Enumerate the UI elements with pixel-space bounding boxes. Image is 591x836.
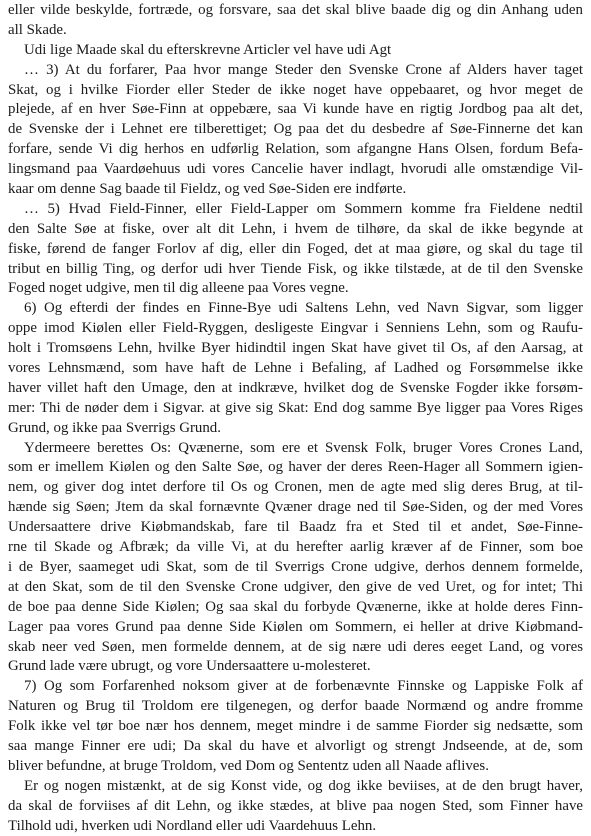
text-line: … 5) Hvad Field-Finner, eller Field-Lapper om Sommern komme fra Fieldene nedtil [24, 200, 583, 217]
text-line: da skal de forviises af dit Lehn, og ikke stædes, at blive paa nogen Sted, som Finner have [8, 797, 583, 814]
text-line: Grund, og ikke paa Sverrigs Grund. [8, 419, 221, 436]
text-line: fiske, førend de fanger Forlov af dig, eller din Foged, det at maa giøre, og skal du tage til [8, 240, 583, 257]
text-line: oppe imod Kiølen eller Field-Ryggen, desligeste Eingvar i Senniens Lehn, som og Raufu- [8, 320, 583, 337]
text-line: skab neer ved Søen, men formelde dennem, at de sig nære udi deres eeget Land, og vores [8, 638, 583, 655]
text-line: Tilhold udi, hverken udi Nordland eller udi Vaardehuus Lehn. [8, 817, 377, 834]
text-line: forfare, sende Vi dig herhos en udførlig Relation, som afgangne Hans Olsen, fordum Befa- [8, 141, 583, 158]
text-line: Folk ikke vel tør boe nær hos dennem, meget mindre i de samme Fiorder sig nedsætte, som [8, 718, 583, 735]
text-line: Undersaattere drive Kiøbmandskab, fare til Baadz fra et Sted til et andet, Søe-Finne- [8, 519, 583, 536]
text-line: kaar om denne Sag baade til Fieldz, og ved Søe-Siden ere indførte. [8, 181, 407, 198]
text-line: vores Lehnsmænd, som have haft de Lehne i Befaling, af Ladhed og Forsømmelse ikke [8, 360, 583, 377]
text-line: tribut en billig Ting, og derfor udi hver Tiende Fisk, og ikke tilstæde, at de til den Svenske [8, 260, 583, 277]
text-line: bliver befundne, at bruge Troldom, ved Dom og Sententz uden all Naade aflives. [8, 757, 489, 774]
document-page [8, 1, 583, 836]
text-line: den Salte Søe at fiske, over alt dit Lehn, i hvem de tilhøre, da skal de ikke begynde at [8, 220, 583, 237]
text-line: som er imellem Kiølen og den Salte Søe, og haver der deres Reen-Hager all Sommern igien- [8, 459, 583, 476]
text-line: 7) Og som Forfarenhed noksom giver at de forbenævnte Finnske og Lappiske Folk af [24, 678, 583, 695]
text-line: Ydermeere berettes Os: Qvænerne, som ere et Svensk Folk, bruger Vores Crones Land, [24, 439, 583, 456]
text-line: holt i Tromsøens Lehn, hvilke Byer hidindtil ingen Skat have givet til Os, af den Aarsag, at [8, 340, 583, 357]
text-line: saa mange Finner ere udi; Da skal du have et alvorligt og strengt Jndseende, at de, som [8, 737, 583, 754]
text-line: i de Byer, saameget udi Skat, som de til Sverrigs Crone udgive, derhos dennem formelde, [8, 558, 583, 575]
text-line: mer: Thi de nøder dem i Sigvar. at give sig Skat: End dog samme Bye ligger paa Vores Riges [8, 399, 583, 416]
text-line: Skat, og i hvilke Fiorder eller Steder de ikke noget have oppebaaret, og hvor meget de [8, 81, 583, 98]
text-line: hænde sig Søen; Jtem da skal fornævnte Qvæner drage ned til Søe-Siden, og der med Vores [8, 499, 583, 516]
text-line: haver villet haft den Umage, den at indkræve, hvilket dog de Svenske Fogder ikke forsøm- [8, 379, 583, 396]
text-line: de boe paa denne Side Kiølen; Og saa skal du forbyde Qvænerne, ikke at holde deres Finn- [8, 598, 583, 615]
text-line: Udi lige Maade skal du efterskrevne Articler vel have udi Agt [24, 41, 392, 58]
text-line: Er og nogen mistænkt, at de sig Konst vide, og dog ikke beviises, at de den brugt haver, [24, 777, 583, 794]
text-line: plejede, af en hver Søe-Finn at oppebære, saa Vi kunde have en rigtig Jordbog paa alt det, [8, 101, 583, 118]
text-line: Lager paa vores Grund paa denne Side Kiølen om Sommern, ei heller at drive Kiøbmand- [8, 618, 583, 635]
text-line: 6) Og efterdi der findes en Finne-Bye udi Saltens Lehn, ved Navn Sigvar, som ligger [24, 300, 583, 317]
text-line: Grund lade være ubrugt, og vore Undersaattere u-molesteret. [8, 658, 371, 675]
text-line: Foged noget udgive, men til dig alleene paa Vores vegne. [8, 280, 349, 297]
text-line: all Skade. [8, 21, 67, 38]
text-line: at den Skat, som de til den Svenske Crone udgiver, den give de ved Uret, og for intet; Thi [8, 578, 583, 595]
text-line: de Svenske der i Lehnet ere tilberettiget; Og paa det du desbedre af Søe-Finnerne det kan [8, 121, 583, 138]
text-line: … 3) At du forfarer, Paa hvor mange Steder den Svenske Crone af Alders haver taget [24, 61, 583, 78]
text-line: rne til Skade og Afbræk; da ville Vi, at du herefter aarlig kræver af de Finner, som boe [8, 539, 583, 556]
text-line: eller vilde beskylde, fortræde, og forsvare, saa det skal blive baade dig og din Anhang uden [8, 2, 583, 18]
text-line: nem, og giver dog intet derfore til Os og Cronen, men de agte med slig deres Brug, at til- [8, 479, 583, 496]
text-line: Naturen og Brug til Troldom ere tilgenegen, og derfor baade Normænd og andre fromme [8, 698, 583, 715]
text-line: lingsmand paa Vaardøehuus udi vores Cancelie haver indlagt, hvorudi alle omstændige Vil- [8, 161, 583, 178]
